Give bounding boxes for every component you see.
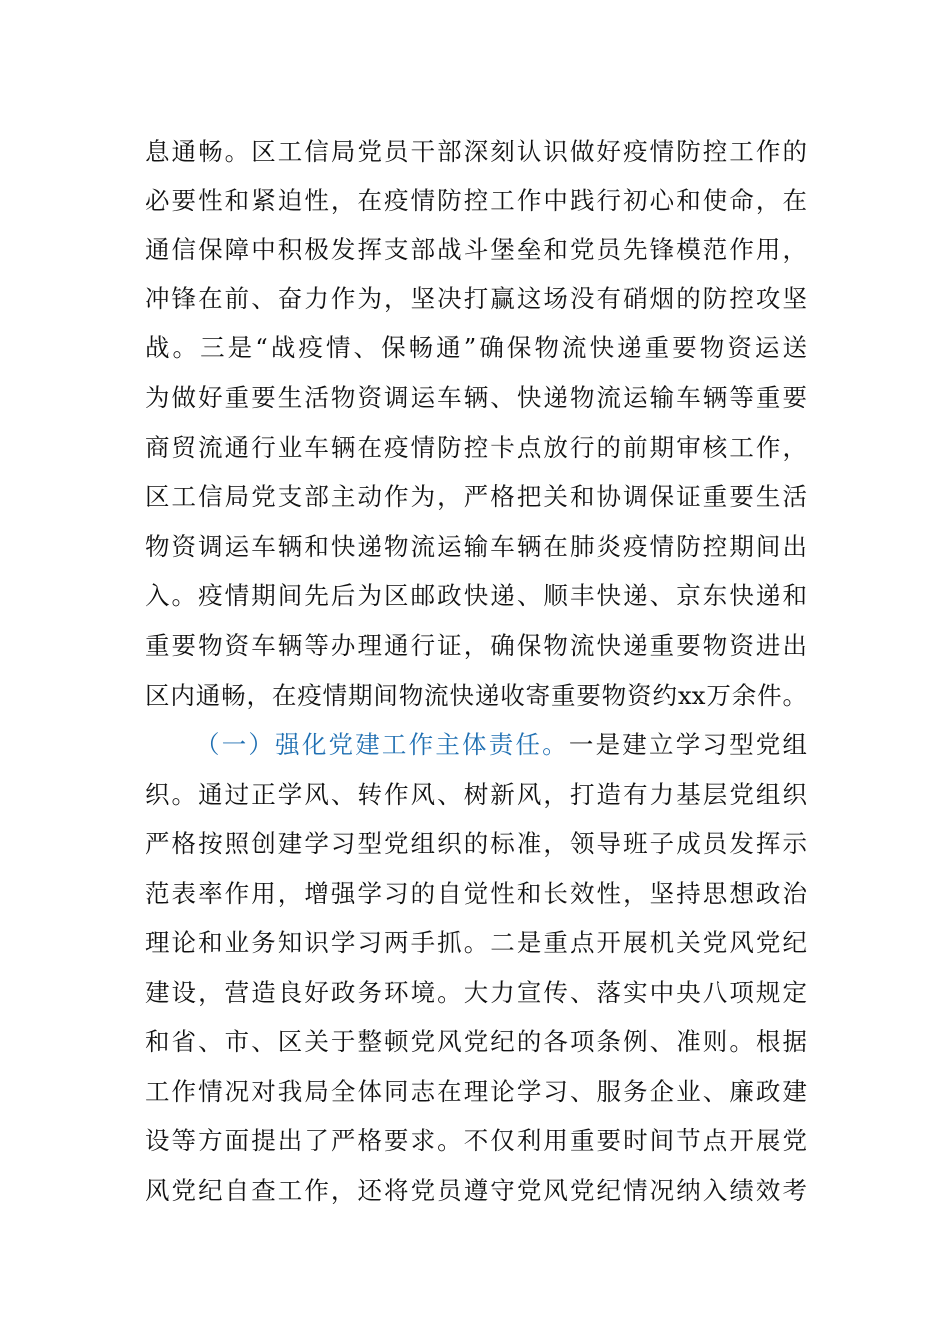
text-line: 为做好重要生活物资调运车辆、快递物流运输车辆等重要 — [145, 383, 807, 412]
text-line: 设等方面提出了严格要求。不仅利用重要时间节点开展党 — [145, 1126, 807, 1155]
text-line: 建设，营造良好政务环境。大力宣传、落实中央八项规定 — [145, 978, 807, 1007]
text-line: 区工信局党支部主动作为，严格把关和协调保证重要生活 — [145, 482, 807, 511]
text-line: 冲锋在前、奋力作为，坚决打赢这场没有硝烟的防控攻坚 — [145, 284, 807, 313]
text-line: 工作情况对我局全体同志在理论学习、服务企业、廉政建 — [145, 1077, 807, 1106]
text-line: 物资调运车辆和快递物流运输车辆在肺炎疫情防控期间出 — [145, 532, 807, 561]
text-line: 风党纪自查工作，还将党员遵守党风党纪情况纳入绩效考 — [145, 1176, 807, 1205]
text-line: 战。三是“战疫情、保畅通”确保物流快递重要物资运送 — [145, 333, 807, 362]
text-line: 商贸流通行业车辆在疫情防控卡点放行的前期审核工作， — [145, 433, 807, 462]
text-line: 通信保障中积极发挥支部战斗堡垒和党员先锋模范作用， — [145, 235, 807, 264]
text-line: 重要物资车辆等办理通行证，确保物流快递重要物资进出 — [145, 631, 807, 660]
text-line: 范表率作用，增强学习的自觉性和长效性，坚持思想政治 — [145, 879, 807, 908]
text-line: 织。通过正学风、转作风、树新风，打造有力基层党组织 — [145, 780, 807, 809]
text-line: 入。疫情期间先后为区邮政快递、顺丰快递、京东快递和 — [145, 581, 807, 610]
text-line: 理论和业务知识学习两手抓。二是重点开展机关党风党纪 — [145, 928, 807, 957]
text-line: 和省、市、区关于整顿党风党纪的各项条例、准则。根据 — [145, 1027, 807, 1056]
section-first-line — [195, 725, 807, 765]
text-line: 区内通畅，在疫情期间物流快递收寄重要物资约xx万余件。 — [145, 681, 807, 710]
section-first-line-text: 一是建立学习型党组 — [568, 730, 808, 759]
section-heading: （一）强化党建工作主体责任。 — [195, 730, 569, 759]
text-line: 严格按照创建学习型党组织的标准，领导班子成员发挥示 — [145, 829, 807, 858]
text-line: 必要性和紧迫性，在疫情防控工作中践行初心和使命，在 — [145, 186, 807, 215]
text-line: 息通畅。区工信局党员干部深刻认识做好疫情防控工作的 — [145, 137, 807, 166]
